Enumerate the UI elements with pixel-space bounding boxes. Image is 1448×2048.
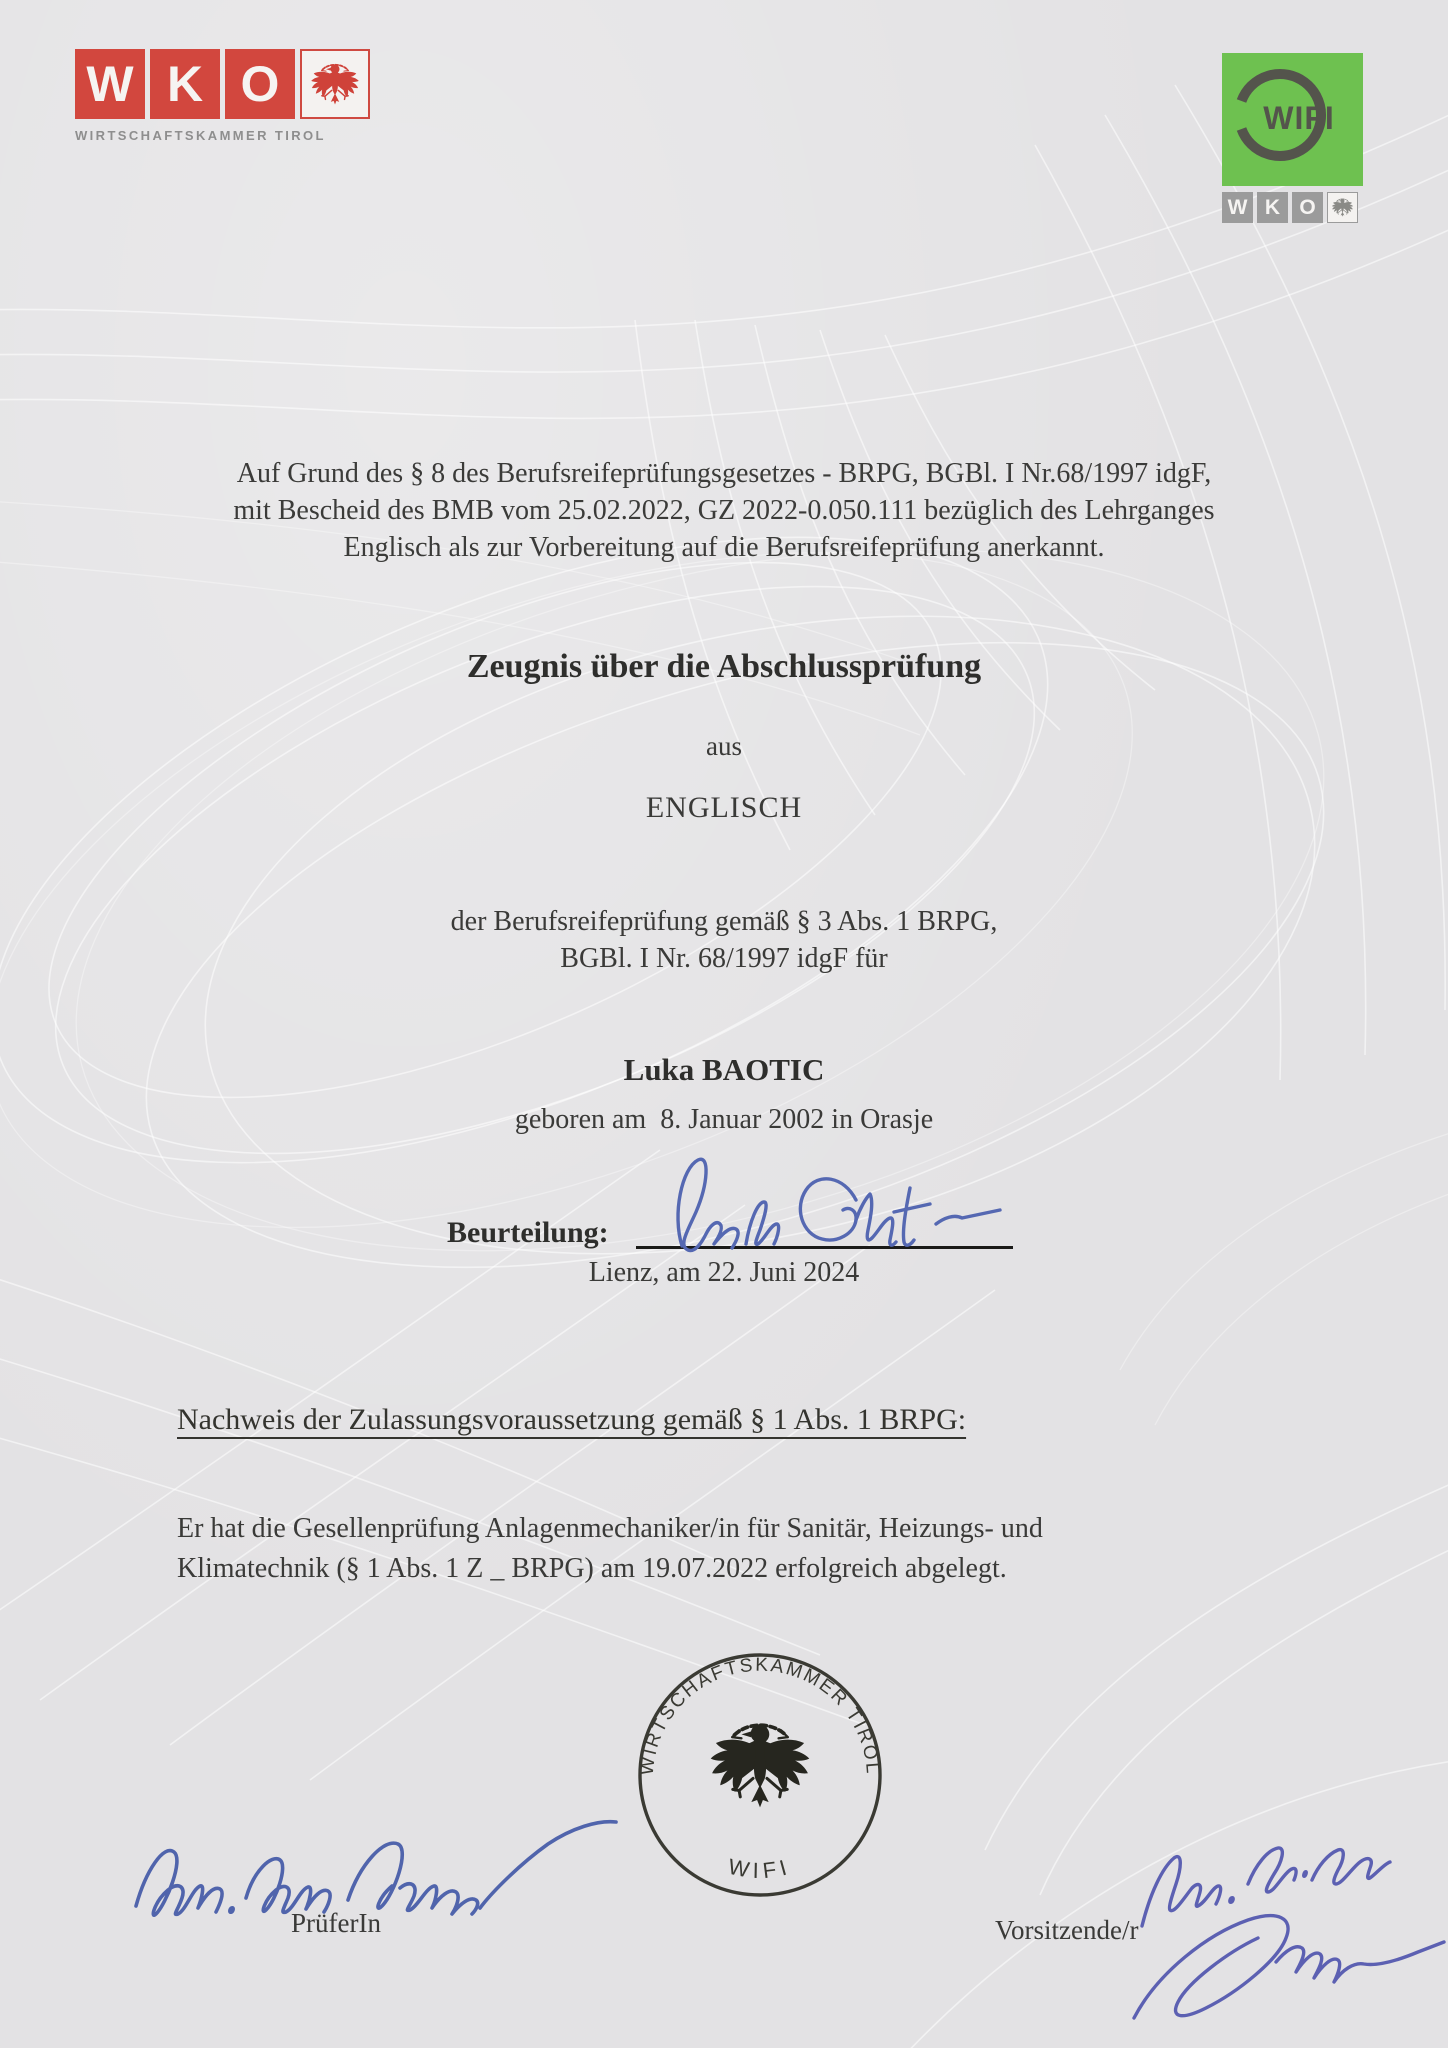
legal-paragraph bbox=[0, 903, 1448, 977]
wko-caption: WIRTSCHAFTSKAMMER TIROL bbox=[75, 128, 326, 143]
subject-name: ENGLISCH bbox=[645, 791, 803, 824]
grade-handwriting bbox=[648, 1150, 1020, 1264]
official-seal bbox=[630, 1645, 890, 1905]
seal-eagle-icon bbox=[711, 1724, 810, 1807]
wko-letter-tile: W bbox=[75, 49, 145, 119]
candidate-birth: geboren am 8. Januar 2002 in Orasje bbox=[514, 1104, 934, 1135]
wifi-logo bbox=[1222, 53, 1363, 223]
candidate-name: Luka BAOTIC bbox=[623, 1052, 825, 1087]
tirol-eagle-icon bbox=[307, 56, 363, 112]
intro-line-3: Englisch als zur Vorbereitung auf die Berufsreifeprüfung anerkannt. bbox=[343, 532, 1105, 563]
wko-letter-tile: K bbox=[1257, 192, 1288, 223]
chairperson-signature-transcription bbox=[0, 0, 1, 1]
chairperson-label: Vorsitzende/r bbox=[995, 1915, 1139, 1945]
examiner-signature-transcription bbox=[0, 0, 1, 1]
wko-letter-tile: O bbox=[1292, 192, 1323, 223]
tirol-eagle-icon bbox=[1330, 195, 1355, 220]
admission-heading: Nachweis der Zulassungsvoraussetzung gemäß § 1 Abs. 1 BRPG: bbox=[177, 1403, 967, 1436]
intro-line-1: Auf Grund des § 8 des Berufsreifeprüfungsgesetzes - BRPG, BGBl. I Nr.68/1997 idgF, bbox=[236, 458, 1212, 489]
certificate-title: Zeugnis über die Abschlussprüfung bbox=[466, 648, 982, 685]
wko-letter-tile: W bbox=[1222, 192, 1253, 223]
admission-line-2: Klimatechnik (§ 1 Abs. 1 Z _ BRPG) am 19.07.2022 erfolgreich abgelegt. bbox=[177, 1553, 1007, 1584]
legal-line-2: BGBl. I Nr. 68/1997 idgF für bbox=[560, 943, 888, 974]
aus-label: aus bbox=[706, 731, 742, 761]
intro-line-2: mit Bescheid des BMB vom 25.02.2022, GZ 2022-0.050.111 bezüglich des Lehrganges bbox=[233, 495, 1215, 526]
svg-text:WIFI bbox=[726, 1853, 794, 1883]
wifi-wordmark: WIFI bbox=[1263, 100, 1335, 136]
admission-paragraph bbox=[177, 1509, 1043, 1589]
wko-letter-tile: O bbox=[225, 49, 295, 119]
tirol-eagle-tile bbox=[300, 49, 370, 119]
seal-top-text: WIRTSCHAFTSKAMMER TIROL bbox=[636, 1654, 884, 1777]
wko-letter-tile: K bbox=[150, 49, 220, 119]
wifi-green-tile bbox=[1222, 53, 1363, 186]
admission-line-1: Er hat die Gesellenprüfung Anlagenmechaniker/in für Sanitär, Heizungs- und bbox=[177, 1513, 1043, 1544]
intro-paragraph bbox=[0, 455, 1448, 566]
seal-bottom-text: WIFI bbox=[726, 1853, 795, 1884]
wko-tirol-logo bbox=[75, 49, 370, 143]
tirol-eagle-tile bbox=[1327, 192, 1358, 223]
chairperson-signature bbox=[1098, 1840, 1448, 2045]
assessment-label: Beurteilung: bbox=[447, 1216, 609, 1249]
grade-transcription bbox=[0, 0, 1, 1]
examiner-label: PrüferIn bbox=[291, 1908, 381, 1938]
legal-line-1: der Berufsreifeprüfung gemäß § 3 Abs. 1 BRPG, bbox=[450, 906, 998, 937]
wifi-wko-strip bbox=[1222, 192, 1363, 223]
place-date: Lienz, am 22. Juni 2024 bbox=[588, 1257, 860, 1288]
